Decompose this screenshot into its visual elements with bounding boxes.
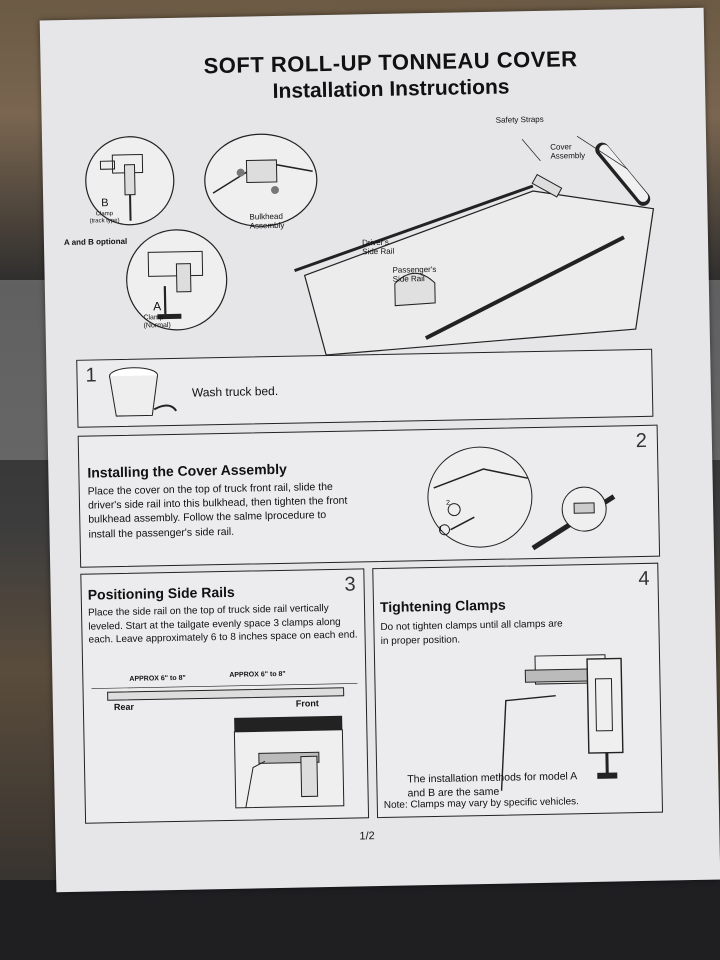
- clamp-a-label: Clamp (Normal): [143, 314, 171, 330]
- step-2-number: 2: [635, 429, 648, 453]
- clamp-a-letter: A: [153, 299, 162, 314]
- step-4-panel: [372, 563, 663, 818]
- step-4-heading: Tightening Clamps: [379, 596, 506, 616]
- floor-background: [0, 880, 720, 960]
- document-title: SOFT ROLL-UP TONNEAU COVER: [203, 46, 578, 79]
- step-2-callout-1: 1: [438, 525, 443, 533]
- step-1-panel: [76, 349, 653, 428]
- overview-diagram: [42, 108, 710, 361]
- step-2-text: Place the cover on the top of truck front rail, slide the driver's side rail into this bulkhead, then tighten the front bulkhead assembly. Follow the salme lprocedure to install the passenger's side rail.: [87, 480, 348, 541]
- step-2-heading: Installing the Cover Assembly: [87, 460, 287, 481]
- instruction-sheet: [40, 8, 720, 893]
- step-2-panel: [78, 425, 660, 568]
- bulkhead-install-illustration: [423, 436, 625, 550]
- step-2-callout-2: 2: [445, 499, 451, 507]
- page-number: 1/2: [359, 830, 375, 843]
- safety-straps-label: Safety Straps: [495, 114, 544, 125]
- optional-note: A and B optional: [63, 236, 128, 248]
- step-4-number: 4: [638, 567, 650, 591]
- step-1-text: Wash truck bed.: [191, 383, 279, 400]
- vehicle-note: Note: Clamps may vary by specific vehicles.: [383, 796, 579, 811]
- step-3-text: Place the side rail on the top of truck side rail vertically leveled. Start at the tailgate evenly space 3 clamps along each. Leave approximately 6 to 8 inches space on each end.: [87, 603, 358, 646]
- side-rail-illustration: [87, 679, 363, 814]
- step-4-text: Do not tighten clamps until all clamps are in proper position.: [380, 618, 563, 647]
- truck-bed-illustration: [232, 128, 676, 356]
- front-label: Front: [295, 698, 319, 709]
- passengers-side-rail-label: Passenger's Side Rail: [392, 264, 437, 284]
- approx-left-label: APPROX 6" to 8": [129, 674, 186, 683]
- document-subtitle: Installation Instructions: [272, 75, 510, 103]
- methods-note: The installation methods for model A and B are the same: [407, 770, 577, 800]
- rear-label: Rear: [113, 701, 134, 713]
- step-3-number: 3: [344, 573, 356, 596]
- cover-assembly-label: Cover Assembly: [550, 142, 586, 161]
- drivers-side-rail-label: Driver's Side Rail: [361, 237, 395, 257]
- clamp-b-letter: B: [101, 197, 109, 210]
- clamp-a-illustration: [124, 227, 230, 333]
- bucket-icon: [103, 363, 178, 422]
- clamp-b-label: Clamp (track type): [89, 211, 120, 225]
- approx-right-label: APPROX 6" to 8": [229, 670, 286, 679]
- step-3-heading: Positioning Side Rails: [87, 583, 235, 603]
- step-3-panel: [80, 568, 369, 823]
- step-1-number: 1: [85, 364, 97, 387]
- bulkhead-label: Bulkhead Assembly: [249, 211, 285, 231]
- clamp-tightening-illustration: [495, 638, 658, 791]
